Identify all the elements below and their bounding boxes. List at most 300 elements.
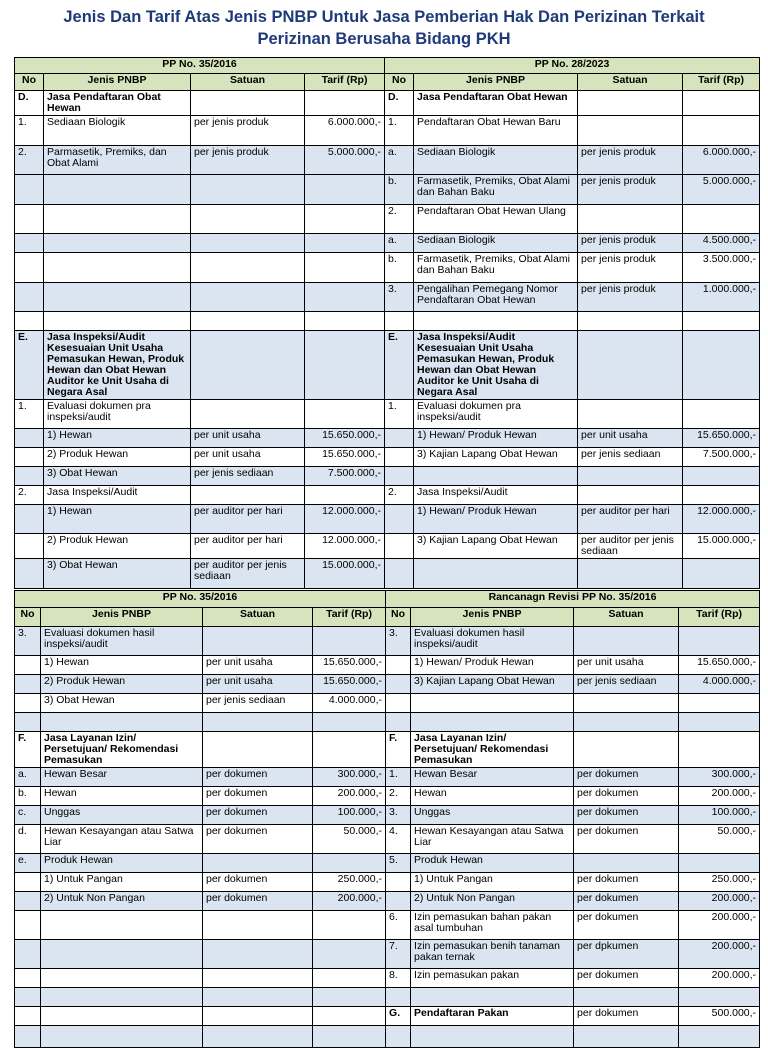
right-jenis-cell [414, 559, 578, 589]
right-tarif-cell: 4.000.000,- [679, 675, 760, 694]
right-satuan-cell: per jenis produk [578, 253, 683, 283]
left-satuan-cell [203, 940, 313, 969]
table-row [15, 892, 760, 911]
right-satuan-cell [578, 116, 683, 146]
table-row [15, 713, 760, 732]
left-tarif-cell: 50.000,- [313, 825, 386, 854]
left-no-cell [15, 283, 44, 312]
left-satuan-cell: per jenis sediaan [203, 694, 313, 713]
document-title [0, 6, 768, 50]
left-satuan-cell [191, 253, 305, 283]
right-tarif-cell: 15.000.000,- [683, 534, 760, 559]
table-row [15, 694, 760, 713]
left-tarif-cell: 5.000.000,- [305, 146, 385, 175]
right-satuan-cell: per dokumen [574, 911, 679, 940]
table-row [15, 675, 760, 694]
right-no-cell [386, 892, 411, 911]
left-no-cell: D. [15, 91, 44, 116]
right-tarif-cell [683, 400, 760, 429]
left-tarif-cell [305, 486, 385, 505]
left-no-cell [15, 892, 41, 911]
right-jenis-cell: Evaluasi dokumen pra inspeksi/audit [414, 400, 578, 429]
left-satuan-cell [203, 1026, 313, 1048]
table-row [15, 768, 760, 787]
right-table-title: Rancanagn Revisi PP No. 35/2016 [386, 591, 760, 608]
right-tarif-cell: 4.500.000,- [683, 234, 760, 253]
left-no-cell: 1. [15, 116, 44, 146]
left-no-cell [15, 1007, 41, 1026]
right-satuan-cell [574, 694, 679, 713]
left-tarif-cell: 250.000,- [313, 873, 386, 892]
left-satuan-cell [203, 854, 313, 873]
right-no-cell: 5. [386, 854, 411, 873]
right-jenis-cell: Hewan Kesayangan atau Satwa Liar [411, 825, 574, 854]
right-jenis-cell [414, 312, 578, 331]
right-satuan-cell: per jenis produk [578, 146, 683, 175]
right-satuan-cell: per jenis produk [578, 175, 683, 205]
left-jenis-cell [44, 253, 191, 283]
left-tarif-cell [313, 988, 386, 1007]
left-jenis-cell: Hewan Besar [41, 768, 203, 787]
left-tarif-cell [313, 969, 386, 988]
left-satuan-cell: per dokumen [203, 825, 313, 854]
left-jenis-cell [41, 713, 203, 732]
right-no-cell: 7. [386, 940, 411, 969]
col-header-satuan: Satuan [574, 608, 679, 627]
right-satuan-cell: per dpkumen [574, 940, 679, 969]
left-satuan-cell [191, 486, 305, 505]
right-no-cell: 1. [385, 116, 414, 146]
table-row [15, 205, 760, 234]
left-satuan-cell [203, 988, 313, 1007]
left-satuan-cell [191, 91, 305, 116]
right-satuan-cell: per dokumen [574, 892, 679, 911]
table-title-row [15, 58, 760, 74]
right-no-cell: b. [385, 175, 414, 205]
left-tarif-cell [313, 627, 386, 656]
left-satuan-cell [191, 331, 305, 400]
col-header-satuan: Satuan [203, 608, 313, 627]
left-jenis-cell: 2) Produk Hewan [44, 534, 191, 559]
left-tarif-cell: 200.000,- [313, 787, 386, 806]
col-header-no: No [15, 608, 41, 627]
right-tarif-cell [679, 1026, 760, 1048]
right-tarif-cell [683, 331, 760, 400]
right-no-cell [386, 675, 411, 694]
left-no-cell [15, 940, 41, 969]
left-tarif-cell [305, 175, 385, 205]
left-no-cell: a. [15, 768, 41, 787]
table-row [15, 175, 760, 205]
left-no-cell [15, 448, 44, 467]
right-tarif-cell: 6.000.000,- [683, 146, 760, 175]
right-satuan-cell: per auditor per hari [578, 505, 683, 534]
table-row [15, 787, 760, 806]
right-satuan-cell: per jenis sediaan [578, 448, 683, 467]
col-header-satuan: Satuan [191, 74, 305, 91]
left-jenis-cell [44, 283, 191, 312]
table-row [15, 534, 760, 559]
table-row [15, 1026, 760, 1048]
right-no-cell: a. [385, 146, 414, 175]
left-tarif-cell [313, 1007, 386, 1026]
right-satuan-cell: per dokumen [574, 787, 679, 806]
left-no-cell: d. [15, 825, 41, 854]
left-jenis-cell [44, 175, 191, 205]
table-row [15, 116, 760, 146]
left-table-title: PP No. 35/2016 [15, 591, 386, 608]
right-no-cell: a. [385, 234, 414, 253]
left-tarif-cell [313, 732, 386, 768]
left-satuan-cell: per auditor per jenis sediaan [191, 559, 305, 589]
right-jenis-cell: 1) Untuk Pangan [411, 873, 574, 892]
left-tarif-cell [313, 713, 386, 732]
right-no-cell: E. [385, 331, 414, 400]
right-jenis-cell: 3) Kajian Lapang Obat Hewan [414, 534, 578, 559]
left-tarif-cell [305, 400, 385, 429]
left-jenis-cell: 2) Untuk Non Pangan [41, 892, 203, 911]
left-no-cell [15, 559, 44, 589]
right-tarif-cell [679, 713, 760, 732]
left-tarif-cell: 15.650.000,- [313, 675, 386, 694]
left-tarif-cell [313, 911, 386, 940]
table-row [15, 656, 760, 675]
right-satuan-cell [574, 732, 679, 768]
left-no-cell: F. [15, 732, 41, 768]
right-jenis-cell: 1) Hewan/ Produk Hewan [414, 505, 578, 534]
table-row [15, 627, 760, 656]
right-satuan-cell: per jenis produk [578, 234, 683, 253]
left-satuan-cell: per dokumen [203, 787, 313, 806]
table-row [15, 234, 760, 253]
right-tarif-cell: 200.000,- [679, 911, 760, 940]
right-jenis-cell: 3) Kajian Lapang Obat Hewan [411, 675, 574, 694]
left-tarif-cell: 15.650.000,- [305, 429, 385, 448]
left-tarif-cell: 12.000.000,- [305, 534, 385, 559]
right-satuan-cell [578, 486, 683, 505]
right-tarif-cell: 200.000,- [679, 940, 760, 969]
right-tarif-cell [683, 486, 760, 505]
table-row [15, 940, 760, 969]
left-tarif-cell [313, 940, 386, 969]
right-jenis-cell: Sediaan Biologik [414, 146, 578, 175]
left-jenis-cell [44, 234, 191, 253]
right-satuan-cell [578, 312, 683, 331]
right-tarif-cell: 200.000,- [679, 892, 760, 911]
left-satuan-cell: per unit usaha [191, 429, 305, 448]
table-row [15, 146, 760, 175]
left-jenis-cell: Jasa Pendaftaran Obat Hewan [44, 91, 191, 116]
left-no-cell: 2. [15, 486, 44, 505]
table-row [15, 559, 760, 589]
left-jenis-cell [44, 312, 191, 331]
right-tarif-cell: 1.000.000,- [683, 283, 760, 312]
right-jenis-cell: Produk Hewan [411, 854, 574, 873]
left-satuan-cell [203, 911, 313, 940]
left-jenis-cell: Produk Hewan [41, 854, 203, 873]
right-tarif-cell: 500.000,- [679, 1007, 760, 1026]
left-no-cell [15, 988, 41, 1007]
column-header-row [15, 74, 760, 91]
left-no-cell [15, 253, 44, 283]
left-no-cell: b. [15, 787, 41, 806]
right-jenis-cell: Pendaftaran Obat Hewan Baru [414, 116, 578, 146]
left-satuan-cell: per unit usaha [203, 675, 313, 694]
left-jenis-cell: Jasa Inspeksi/Audit Kesesuaian Unit Usaha Pemasukan Hewan, Produk Hewan dan Obat Hewan Auditor ke Unit Usaha di Negara Asal [44, 331, 191, 400]
left-jenis-cell: 3) Obat Hewan [41, 694, 203, 713]
right-tarif-cell [683, 205, 760, 234]
right-jenis-cell: Unggas [411, 806, 574, 825]
right-jenis-cell: Hewan [411, 787, 574, 806]
right-no-cell [385, 534, 414, 559]
right-tarif-cell [683, 559, 760, 589]
right-no-cell [385, 448, 414, 467]
right-jenis-cell: Pendaftaran Pakan [411, 1007, 574, 1026]
col-header-no: No [386, 608, 411, 627]
col-header-no: No [15, 74, 44, 91]
left-tarif-cell: 4.000.000,- [313, 694, 386, 713]
left-no-cell: c. [15, 806, 41, 825]
right-no-cell [386, 1026, 411, 1048]
right-tarif-cell: 50.000,- [679, 825, 760, 854]
col-header-jenis: Jenis PNBP [414, 74, 578, 91]
right-satuan-cell: per dokumen [574, 825, 679, 854]
right-no-cell [386, 656, 411, 675]
col-header-jenis: Jenis PNBP [41, 608, 203, 627]
table-row [15, 253, 760, 283]
right-no-cell [386, 713, 411, 732]
left-jenis-cell: 1) Hewan [41, 656, 203, 675]
table-row [15, 732, 760, 768]
right-tarif-cell [679, 627, 760, 656]
left-satuan-cell [203, 732, 313, 768]
table-row [15, 331, 760, 400]
left-no-cell: E. [15, 331, 44, 400]
right-tarif-cell [679, 732, 760, 768]
right-tarif-cell: 7.500.000,- [683, 448, 760, 467]
left-tarif-cell [305, 312, 385, 331]
left-no-cell: 1. [15, 400, 44, 429]
right-no-cell [385, 505, 414, 534]
right-no-cell [385, 429, 414, 448]
right-jenis-cell: 2) Untuk Non Pangan [411, 892, 574, 911]
right-table-title: PP No. 28/2023 [385, 58, 760, 74]
right-satuan-cell [578, 467, 683, 486]
left-satuan-cell [191, 283, 305, 312]
right-satuan-cell [574, 627, 679, 656]
left-satuan-cell: per jenis sediaan [191, 467, 305, 486]
right-no-cell: 2. [385, 205, 414, 234]
left-no-cell [15, 911, 41, 940]
left-jenis-cell: Parmasetik, Premiks, dan Obat Alami [44, 146, 191, 175]
right-tarif-cell [679, 694, 760, 713]
right-satuan-cell [578, 400, 683, 429]
left-tarif-cell [305, 205, 385, 234]
right-satuan-cell: per dokumen [574, 806, 679, 825]
right-tarif-cell: 300.000,- [679, 768, 760, 787]
right-no-cell: G. [386, 1007, 411, 1026]
left-no-cell [15, 873, 41, 892]
left-no-cell [15, 713, 41, 732]
right-satuan-cell [578, 91, 683, 116]
left-jenis-cell [41, 911, 203, 940]
right-satuan-cell: per dokumen [574, 768, 679, 787]
left-no-cell [15, 694, 41, 713]
column-header-row [15, 608, 760, 627]
left-no-cell [15, 534, 44, 559]
left-tarif-cell [313, 854, 386, 873]
right-satuan-cell: per dokumen [574, 969, 679, 988]
right-satuan-cell [574, 988, 679, 1007]
right-tarif-cell: 12.000.000,- [683, 505, 760, 534]
right-tarif-cell: 5.000.000,- [683, 175, 760, 205]
right-tarif-cell: 3.500.000,- [683, 253, 760, 283]
right-tarif-cell: 15.650.000,- [683, 429, 760, 448]
right-no-cell: D. [385, 91, 414, 116]
right-no-cell: 3. [386, 806, 411, 825]
right-jenis-cell: Hewan Besar [411, 768, 574, 787]
left-satuan-cell: per dokumen [203, 768, 313, 787]
right-jenis-cell: 1) Hewan/ Produk Hewan [414, 429, 578, 448]
right-tarif-cell: 15.650.000,- [679, 656, 760, 675]
right-jenis-cell: Izin pemasukan pakan [411, 969, 574, 988]
right-tarif-cell [683, 91, 760, 116]
left-tarif-cell [305, 253, 385, 283]
right-jenis-cell [411, 1026, 574, 1048]
left-tarif-cell [305, 234, 385, 253]
left-jenis-cell: 2) Produk Hewan [44, 448, 191, 467]
left-jenis-cell: 3) Obat Hewan [44, 559, 191, 589]
left-no-cell [15, 429, 44, 448]
left-jenis-cell: Jasa Inspeksi/Audit [44, 486, 191, 505]
left-jenis-cell [44, 205, 191, 234]
right-no-cell: 2. [386, 787, 411, 806]
tariff-table-1 [14, 57, 760, 589]
left-jenis-cell: 3) Obat Hewan [44, 467, 191, 486]
right-jenis-cell: Izin pemasukan bahan pakan asal tumbuhan [411, 911, 574, 940]
col-header-tarif: Tarif (Rp) [305, 74, 385, 91]
left-jenis-cell: 1) Untuk Pangan [41, 873, 203, 892]
table-row [15, 854, 760, 873]
right-jenis-cell [411, 988, 574, 1007]
right-no-cell: 3. [385, 283, 414, 312]
right-jenis-cell: Sediaan Biologik [414, 234, 578, 253]
col-header-tarif: Tarif (Rp) [683, 74, 760, 91]
left-satuan-cell: per dokumen [203, 806, 313, 825]
right-satuan-cell: per unit usaha [574, 656, 679, 675]
table-row [15, 400, 760, 429]
right-tarif-cell: 200.000,- [679, 969, 760, 988]
left-satuan-cell [191, 400, 305, 429]
left-no-cell [15, 175, 44, 205]
right-satuan-cell [578, 205, 683, 234]
left-tarif-cell: 15.650.000,- [305, 448, 385, 467]
left-satuan-cell: per unit usaha [203, 656, 313, 675]
right-jenis-cell [414, 467, 578, 486]
title-line-2: Perizinan Berusaha Bidang PKH [257, 30, 511, 48]
table-row [15, 969, 760, 988]
left-no-cell [15, 1026, 41, 1048]
right-jenis-cell: Jasa Inspeksi/Audit [414, 486, 578, 505]
left-jenis-cell: 1) Hewan [44, 429, 191, 448]
col-header-satuan: Satuan [578, 74, 683, 91]
table-row [15, 988, 760, 1007]
right-tarif-cell: 250.000,- [679, 873, 760, 892]
right-tarif-cell: 200.000,- [679, 787, 760, 806]
right-jenis-cell [411, 713, 574, 732]
right-satuan-cell: per dokumen [574, 873, 679, 892]
left-tarif-cell [305, 283, 385, 312]
left-jenis-cell [41, 940, 203, 969]
left-tarif-cell: 6.000.000,- [305, 116, 385, 146]
left-satuan-cell [203, 1007, 313, 1026]
left-jenis-cell: 1) Hewan [44, 505, 191, 534]
right-satuan-cell [574, 1026, 679, 1048]
right-jenis-cell: Pengalihan Pemegang Nomor Pendaftaran Obat Hewan [414, 283, 578, 312]
right-satuan-cell: per jenis produk [578, 283, 683, 312]
left-tarif-cell: 15.650.000,- [313, 656, 386, 675]
right-jenis-cell: Evaluasi dokumen hasil inspeksi/audit [411, 627, 574, 656]
left-no-cell [15, 234, 44, 253]
table-row [15, 873, 760, 892]
left-no-cell [15, 205, 44, 234]
right-tarif-cell [679, 988, 760, 1007]
right-jenis-cell: Pendaftaran Obat Hewan Ulang [414, 205, 578, 234]
table-title-row [15, 591, 760, 608]
left-tarif-cell [305, 91, 385, 116]
table-row [15, 505, 760, 534]
right-satuan-cell [574, 713, 679, 732]
left-tarif-cell [313, 1026, 386, 1048]
left-jenis-cell [41, 1026, 203, 1048]
right-no-cell: b. [385, 253, 414, 283]
right-no-cell [386, 694, 411, 713]
table-row [15, 312, 760, 331]
table-row [15, 486, 760, 505]
right-satuan-cell: per unit usaha [578, 429, 683, 448]
left-no-cell [15, 505, 44, 534]
left-satuan-cell [203, 627, 313, 656]
left-satuan-cell: per unit usaha [191, 448, 305, 467]
title-line-1: Jenis Dan Tarif Atas Jenis PNBP Untuk Jasa Pemberian Hak Dan Perizinan Terkait [63, 8, 705, 26]
right-jenis-cell: 1) Hewan/ Produk Hewan [411, 656, 574, 675]
right-no-cell: 1. [385, 400, 414, 429]
right-satuan-cell: per jenis sediaan [574, 675, 679, 694]
table-row [15, 91, 760, 116]
right-jenis-cell: Izin pemasukan benih tanaman pakan ternak [411, 940, 574, 969]
left-satuan-cell: per auditor per hari [191, 505, 305, 534]
left-no-cell [15, 675, 41, 694]
right-no-cell [385, 559, 414, 589]
right-no-cell [385, 312, 414, 331]
left-jenis-cell [41, 969, 203, 988]
tariff-table-2 [14, 590, 760, 1048]
right-no-cell [385, 467, 414, 486]
left-no-cell: e. [15, 854, 41, 873]
right-jenis-cell: 3) Kajian Lapang Obat Hewan [414, 448, 578, 467]
left-satuan-cell [203, 713, 313, 732]
right-tarif-cell [683, 116, 760, 146]
table-row [15, 283, 760, 312]
left-table-title: PP No. 35/2016 [15, 58, 385, 74]
right-jenis-cell: Farmasetik, Premiks, Obat Alami dan Bahan Baku [414, 253, 578, 283]
right-tarif-cell [679, 854, 760, 873]
left-no-cell [15, 467, 44, 486]
right-no-cell [386, 988, 411, 1007]
right-satuan-cell: per auditor per jenis sediaan [578, 534, 683, 559]
table-row [15, 448, 760, 467]
left-satuan-cell: per dokumen [203, 892, 313, 911]
